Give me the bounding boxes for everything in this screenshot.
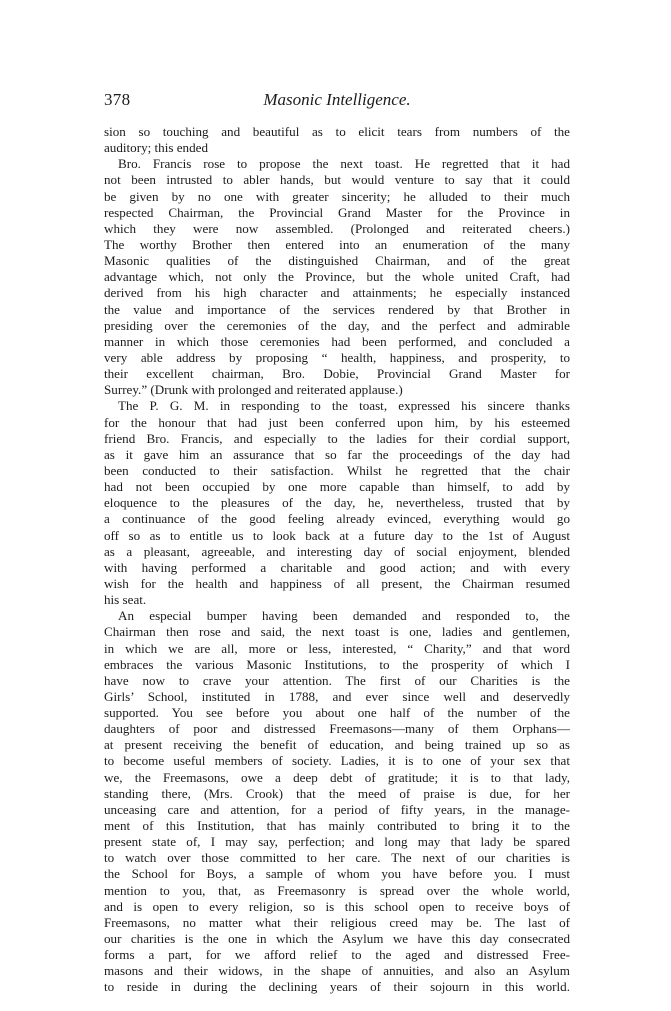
text-line: as a pleasant, agreeable, and interesting day of social enjoyment, blended xyxy=(104,543,570,559)
text-line: embraces the various Masonic Institutions, to the prosperity of which I xyxy=(104,656,570,672)
text-line: The worthy Brother then entered into an enumeration of the many xyxy=(104,236,570,252)
text-line: and is open to every religion, so is this school open to receive boys of xyxy=(104,898,570,914)
text-line: as it gave him an assurance that so far the proceedings of the day had xyxy=(104,446,570,462)
text-line: Masonic qualities of the distinguished Chairman, and of the great xyxy=(104,253,570,269)
text-line: the School for Boys, a sample of whom you have before you. I must xyxy=(104,866,570,882)
text-line: derived from his high character and attainments; he especially instanced xyxy=(104,285,570,301)
text-line: advantage which, not only the Province, but the whole united Craft, had xyxy=(104,269,570,285)
text-line: mention to you, that, as Freemasonry is spread over the whole world, xyxy=(104,882,570,898)
text-line: at present receiving the benefit of education, and being trained up so as xyxy=(104,737,570,753)
text-line: very able address by proposing “ health, happiness, and prosperity, to xyxy=(104,349,570,365)
text-line: for the honour that had just been conferred upon him, by his esteemed xyxy=(104,414,570,430)
text-line: our charities is the one in which the Asylum we have this day consecrated xyxy=(104,931,570,947)
text-line: daughters of poor and distressed Freemasons—many of them Orphans— xyxy=(104,721,570,737)
running-title: Masonic Intelligence. xyxy=(263,90,411,109)
text-line: masons and their widows, in the shape of annuities, and also an Asylum xyxy=(104,963,570,979)
text-line: Chairman then rose and said, the next toast is one, ladies and gentlemen, xyxy=(104,624,570,640)
text-line: presiding over the ceremonies of the day, and the perfect and admirable xyxy=(104,317,570,333)
text-line: wish for the health and happiness of all present, the Chairman resumed xyxy=(104,575,570,591)
text-line: The P. G. M. in responding to the toast, expressed his sincere thanks xyxy=(118,398,570,414)
text-line: forms a part, for we afford relief to the aged and distressed Free- xyxy=(104,947,570,963)
text-line: supported. You see before you about one half of the number of the xyxy=(104,705,570,721)
body-text xyxy=(104,124,570,996)
text-line: respected Chairman, the Provincial Grand Master for the Province in xyxy=(104,204,570,220)
text-line: ment of this Institution, that has mainly contributed to bring it to the xyxy=(104,818,570,834)
text-line: Freemasons, no matter what their religious creed may be. The last of xyxy=(104,914,570,930)
text-line: been conducted to their satisfaction. Whilst he regretted that the chair xyxy=(104,462,570,478)
text-line: friend Bro. Francis, and especially to the ladies for their cordial support, xyxy=(104,430,570,446)
text-line: to watch over those committed to her care. The next of our charities is xyxy=(104,850,570,866)
text-line: a continuance of the good feeling already evinced, everything would go xyxy=(104,511,570,527)
text-line: present state of, I may say, perfection; and long may that lady be spared xyxy=(104,834,570,850)
text-line: unceasing care and attention, for a period of fifty years, in the manage- xyxy=(104,801,570,817)
text-line: off so as to entitle us to look back at a future day to the 1st of August xyxy=(104,527,570,543)
text-line: had not been occupied by one more capable than himself, to add by xyxy=(104,479,570,495)
text-line: standing there, (Mrs. Crook) that the meed of praise is due, for her xyxy=(104,785,570,801)
text-line: An especial bumper having been demanded and responded to, the xyxy=(118,608,570,624)
text-line: not been intrusted to abler hands, but would venture to say that it could xyxy=(104,172,570,188)
text-line: be given by no one with greater sincerity; he alluded to their much xyxy=(104,188,570,204)
text-line: in which we are all, more or less, interested, “ Charity,” and that word xyxy=(104,640,570,656)
text-line: Surrey.” (Drunk with prolonged and reiterated applause.) xyxy=(104,382,403,398)
text-line: to become useful members of society. Ladies, it is to one of your sex that xyxy=(104,753,570,769)
text-line: manner in which those ceremonies had been performed, and concluded a xyxy=(104,333,570,349)
text-line: eloquence to the pleasures of the day, he, nevertheless, trusted that by xyxy=(104,495,570,511)
text-line: with having performed a charitable and good action; and with every xyxy=(104,559,570,575)
text-line: Girls’ School, instituted in 1788, and ever since well and deservedly xyxy=(104,688,570,704)
running-head xyxy=(104,90,570,112)
text-line: which they were now assembled. (Prolonged and reiterated cheers.) xyxy=(104,220,570,236)
text-line: have now to crave your attention. The first of our Charities is the xyxy=(104,672,570,688)
page-number: 378 xyxy=(104,90,131,109)
text-line: their excellent chairman, Bro. Dobie, Provincial Grand Master for xyxy=(104,366,570,382)
text-line: sion so touching and beautiful as to elicit tears from numbers of the xyxy=(104,124,570,139)
text-line: his seat. xyxy=(104,592,147,608)
text-line: to reside in during the declining years of their sojourn in this world. xyxy=(104,979,570,995)
text-line: we, the Freemasons, owe a deep debt of gratitude; it is to that lady, xyxy=(104,769,570,785)
text-line: Bro. Francis rose to propose the next toast. He regretted that it had xyxy=(118,156,570,172)
text-line: the value and importance of the services rendered by that Brother in xyxy=(104,301,570,317)
text-line: auditory; this ended xyxy=(104,140,209,156)
